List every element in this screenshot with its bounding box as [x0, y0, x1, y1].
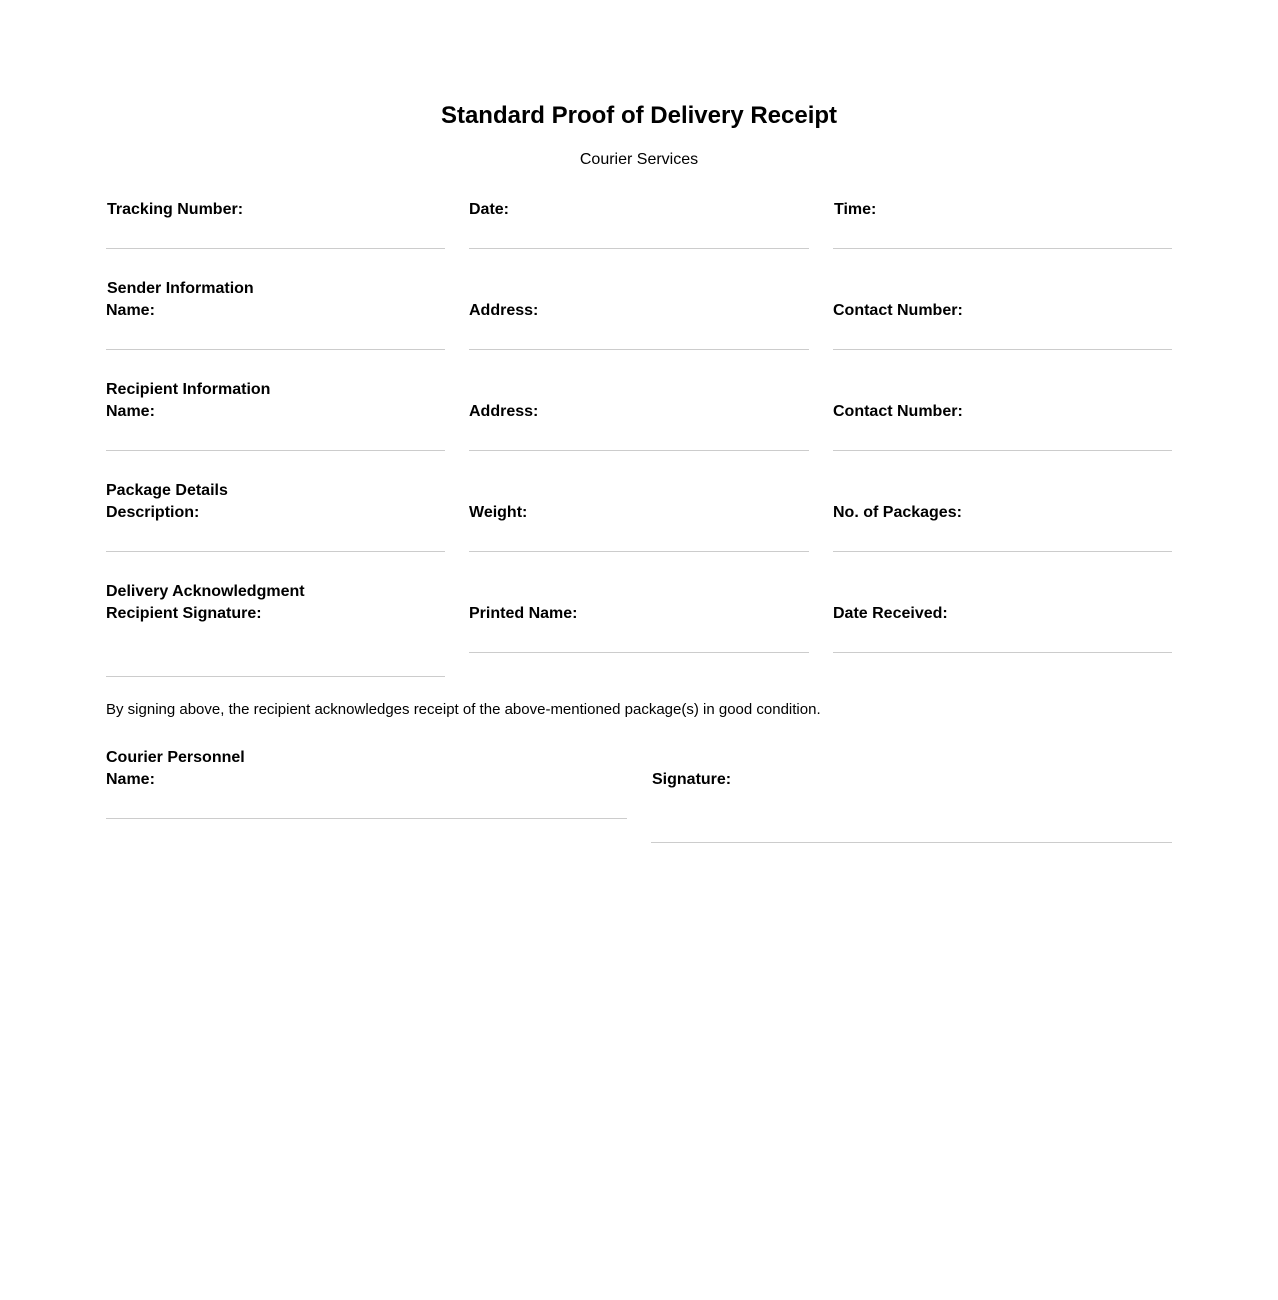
recipient-address-field[interactable]: [469, 450, 809, 451]
sender-heading: Sender Information: [107, 280, 254, 297]
page-subtitle: Courier Services: [579, 151, 699, 168]
package-count-label: No. of Packages:: [833, 504, 962, 521]
courier-signature-label: Signature:: [652, 771, 732, 788]
date-field[interactable]: [469, 248, 809, 249]
sender-contact-field[interactable]: [833, 349, 1172, 350]
recipient-address-label: Address:: [469, 403, 539, 420]
time-field[interactable]: [833, 248, 1172, 249]
recipient-heading: Recipient Information: [106, 381, 271, 398]
sender-contact-label: Contact Number:: [833, 302, 963, 319]
ack-heading: Delivery Acknowledgment: [106, 583, 305, 600]
recipient-contact-label: Contact Number:: [833, 403, 963, 420]
time-label: Time:: [834, 201, 877, 218]
sender-name-field[interactable]: [106, 349, 445, 350]
courier-heading: Courier Personnel: [106, 749, 245, 766]
courier-name-label: Name:: [106, 771, 155, 788]
package-count-field[interactable]: [833, 551, 1172, 552]
sender-address-label: Address:: [469, 302, 539, 319]
tracking-number-field[interactable]: [106, 248, 445, 249]
recipient-signature-field[interactable]: [106, 676, 445, 677]
acknowledgment-note: By signing above, the recipient acknowledges receipt of the above-mentioned package(s) in good condition.: [106, 701, 821, 718]
recipient-signature-label: Recipient Signature:: [106, 605, 262, 622]
courier-name-field[interactable]: [106, 818, 627, 819]
date-label: Date:: [469, 201, 510, 218]
date-received-field[interactable]: [833, 652, 1172, 653]
recipient-contact-field[interactable]: [833, 450, 1172, 451]
package-weight-label: Weight:: [469, 504, 528, 521]
sender-name-label: Name:: [106, 302, 155, 319]
sender-address-field[interactable]: [469, 349, 809, 350]
date-received-label: Date Received:: [833, 605, 948, 622]
package-description-field[interactable]: [106, 551, 445, 552]
tracking-number-label: Tracking Number:: [107, 201, 244, 218]
printed-name-field[interactable]: [469, 652, 809, 653]
package-weight-field[interactable]: [469, 551, 809, 552]
recipient-name-field[interactable]: [106, 450, 445, 451]
package-description-label: Description:: [106, 504, 200, 521]
courier-signature-field[interactable]: [651, 842, 1172, 843]
page-title: Standard Proof of Delivery Receipt: [440, 102, 838, 129]
recipient-name-label: Name:: [106, 403, 155, 420]
package-heading: Package Details: [106, 482, 228, 499]
printed-name-label: Printed Name:: [469, 605, 578, 622]
